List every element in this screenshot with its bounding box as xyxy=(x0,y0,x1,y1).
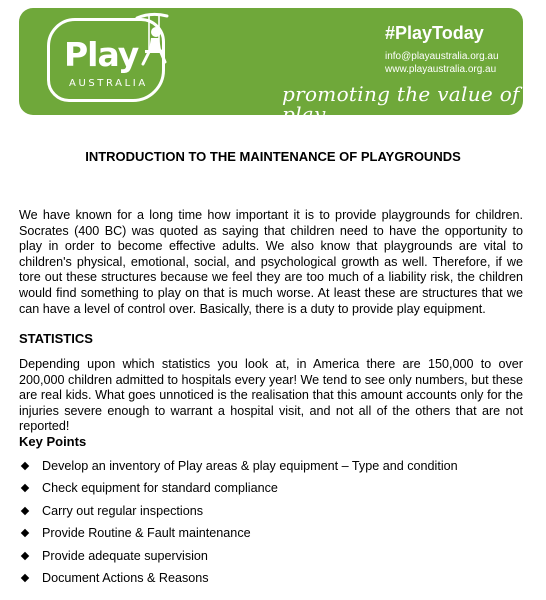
key-points-heading: Key Points xyxy=(19,434,87,449)
statistics-heading: STATISTICS xyxy=(19,331,93,346)
tagline: promoting the value of play xyxy=(282,82,520,126)
diamond-bullet-icon xyxy=(21,462,29,470)
list-item-text: Provide adequate supervision xyxy=(42,548,208,563)
document-title: INTRODUCTION TO THE MAINTENANCE OF PLAYGROUNDS xyxy=(85,149,461,164)
hashtag: #PlayToday xyxy=(385,23,484,43)
key-points-list xyxy=(19,459,523,593)
list-item-text: Check equipment for standard compliance xyxy=(42,481,278,496)
list-item-text: Develop an inventory of Play areas & play equipment – Type and condition xyxy=(42,459,458,473)
list-item xyxy=(19,481,523,503)
list-item xyxy=(19,526,523,548)
list-item-text: Document Actions & Reasons xyxy=(42,570,209,585)
intro-paragraph: We have known for a long time how important it is to provide playgrounds for children. Socrates (400 BC) was quoted as saying that children need to have the opportunity to play in order to become effective adults. We also know that playgrounds are vital to children's physical, emotional, social, and psychological growth as well. Therefore, if we tore out these structures because we feel they are too much of a liability risk, the children would find something to play on that is much worse. At least these are structures that we can have a level of control over. Basically, there is a duty to provide play equipment. xyxy=(19,208,523,316)
list-item xyxy=(19,549,523,571)
contact-website[interactable]: www.playaustralia.org.au xyxy=(385,64,497,75)
list-item xyxy=(19,459,523,481)
logo-play-text: Play xyxy=(64,35,139,74)
list-item-text: Carry out regular inspections xyxy=(42,503,203,518)
diamond-bullet-icon xyxy=(21,507,29,515)
list-item-text: Provide Routine & Fault maintenance xyxy=(42,526,251,541)
list-item xyxy=(19,571,523,593)
diamond-bullet-icon xyxy=(21,551,29,559)
list-item xyxy=(19,504,523,526)
diamond-bullet-icon xyxy=(21,484,29,492)
contact-email[interactable]: info@playaustralia.org.au xyxy=(385,51,499,62)
diamond-bullet-icon xyxy=(21,574,29,582)
logo-australia-text: AUSTRALIA xyxy=(69,78,148,89)
diamond-bullet-icon xyxy=(21,529,29,537)
statistics-paragraph: Depending upon which statistics you look at, in America there are 150,000 to over 200,000 children admitted to hospitals every year! We tend to see only numbers, but these are real kids. What goes unnoticed is the realisation that this amount accounts only for the injuries severe enough to warrant a hospital visit, and not all of the others that are not reported! xyxy=(19,357,523,434)
header-banner xyxy=(19,8,523,126)
